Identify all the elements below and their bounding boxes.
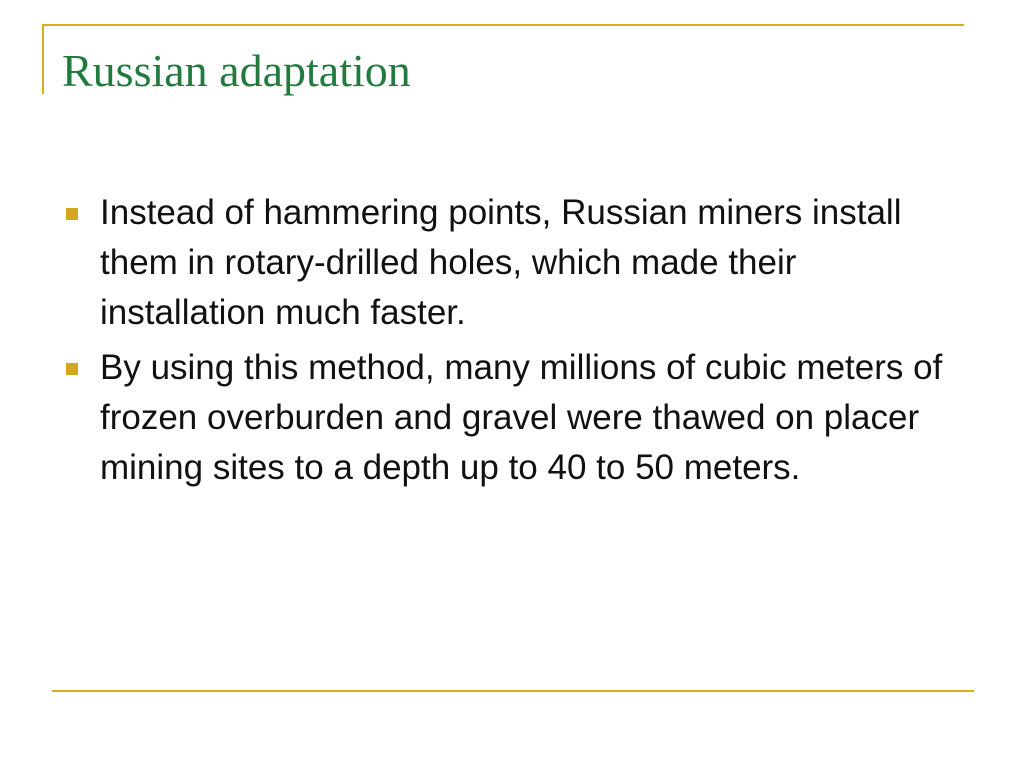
bottom-accent-rule	[52, 690, 974, 692]
square-bullet-icon	[66, 363, 78, 375]
slide-title: Russian adaptation	[62, 45, 411, 96]
top-accent-rule	[42, 24, 964, 26]
bullet-item	[62, 343, 962, 493]
square-bullet-icon	[66, 208, 78, 220]
left-accent-rule	[42, 24, 44, 94]
bullet-list	[62, 188, 962, 498]
bullet-item	[62, 188, 962, 338]
bullet-text: By using this method, many millions of cubic meters of frozen overburden and gravel were thawed on placer mining sites to a depth up to 40 to 50 meters.	[100, 348, 943, 487]
bullet-text: Instead of hammering points, Russian miners install them in rotary-drilled holes, which made their installation much faster.	[100, 193, 902, 332]
